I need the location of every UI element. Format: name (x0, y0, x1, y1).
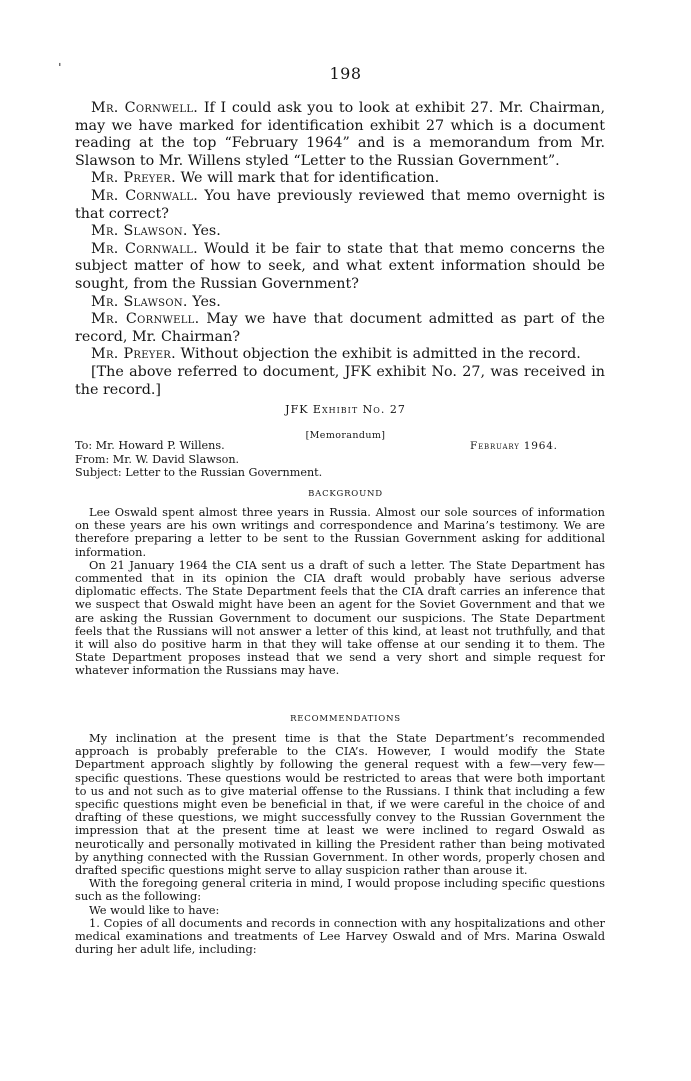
testimony-paragraph (75, 346, 605, 364)
testimony-paragraph (75, 241, 605, 294)
testimony-text: Yes. (187, 223, 221, 240)
background-heading: BACKGROUND (308, 489, 383, 499)
testimony-text: [The above referred to document, JFK exhibit No. 27, was received in the record.] (75, 363, 605, 398)
speaker-name: Mr. Preyer. (91, 346, 176, 363)
hearing-testimony (75, 100, 605, 399)
memo-paragraph: My inclination at the present time is that the State Department’s recommended approach is probably preferable to the CIA’s. However, I would modify the State Department approach slightly by following the general request with a few—very few—specific questions. These questions would be restricted to areas that were both important to us and not such as to give material offense to the Russians. I think that including a few specific questions might even be beneficial in that, if we were careful in the choice of and drafting of these questions, we might successfully convey to the Russian Government the impression that at the present time at least we were inclined to regard Oswald as neurotically and personally motivated in killing the President rather than being motivated by anything connected with the Russian Government. In other words, properly chosen and drafted specific questions might serve to allay suspicion rather than arouse it. (75, 731, 605, 878)
memo-header (75, 439, 475, 480)
testimony-paragraph (75, 188, 605, 223)
memo-paragraph: On 21 January 1964 the CIA sent us a draft of such a letter. The State Department has commented that in its opinion the CIA draft would probably have serious adverse diplomatic effects. The State Department feels that the CIA draft carries an inference that we suspect that Oswald might have been an agent for the Soviet Government and that we are asking the Russian Government to document our suspicions. The State Department feels that the Russians will not answer a letter of this kind, at least not truthfully, and that it will also do positive harm in that they will take offense at our sending it to them. The State Department proposes instead that we send a very short and simple request for whatever information the Russians may have. (75, 557, 605, 678)
testimony-paragraph (75, 100, 605, 170)
testimony-paragraph (75, 311, 605, 346)
testimony-text: We will mark that for identification. (175, 170, 440, 187)
testimony-text: If I could ask you to look at exhibit 27. Mr. Chairman, may we have marked for identification exhibit 27 which is a document reading at the top “February 1964” and is a memorandum from Mr. Slawson to Mr. Willens styled “Letter to the Russian Government”. (75, 100, 605, 169)
background-section (75, 506, 605, 678)
speaker-name: Mr. Cornwell. (91, 100, 199, 116)
testimony-paragraph (75, 170, 605, 188)
margin-mark: ˈ (58, 62, 62, 77)
memo-from: From: Mr. W. David Slawson. (75, 452, 240, 466)
memo-paragraph: 1. Copies of all documents and records in connection with any hospitalizations and other medical examinations and treatments of Lee Harvey Oswald and of Mrs. Marina Oswald during her adult life, including: (75, 915, 605, 957)
memo-paragraph: Lee Oswald spent almost three years in Russia. Almost our sole sources of information on these years are his own writings and correspondence and Marina’s testimony. We are therefore preparing a letter to be sent to the Russian Government asking for additional information. (75, 505, 605, 559)
testimony-text: Without objection the exhibit is admitted in the record. (175, 346, 581, 363)
speaker-name: Mr. Cornwall. (91, 187, 199, 204)
testimony-paragraph (75, 223, 605, 241)
page-number: 198 (329, 64, 362, 83)
speaker-name: Mr. Preyer. (91, 170, 176, 187)
memo-paragraph: We would like to have: (89, 902, 220, 917)
speaker-name: Mr. Slawson. (91, 293, 188, 310)
testimony-paragraph (75, 294, 605, 312)
testimony-text: You have previously reviewed that memo overnight is that correct? (75, 187, 605, 222)
speaker-name: Mr. Cornwell. (91, 311, 200, 328)
recommendations-heading: RECOMMENDATIONS (290, 714, 401, 724)
testimony-text: Yes. (187, 293, 221, 310)
testimony-text: May we have that document admitted as part of the record, Mr. Chairman? (75, 311, 605, 345)
testimony-text: Would it be fair to state that that memo concerns the subject matter of how to seek, and what extent information should be sought, from the Russian Government? (75, 240, 606, 292)
recommendations-section (75, 732, 605, 956)
memo-label: [Memorandum] (305, 430, 386, 441)
record-note (75, 364, 605, 399)
memo-to: To: Mr. Howard P. Willens. (75, 439, 225, 452)
memo-date: February 1964. (470, 440, 558, 452)
memo-subject: Subject: Letter to the Russian Government. (75, 466, 323, 480)
exhibit-title: JFK Exhibit No. 27 (285, 403, 406, 416)
speaker-name: Mr. Slawson. (91, 223, 188, 240)
memo-paragraph: With the foregoing general criteria in mind, I would propose including specific questions such as the following: (75, 876, 605, 904)
speaker-name: Mr. Cornwall. (91, 240, 198, 257)
